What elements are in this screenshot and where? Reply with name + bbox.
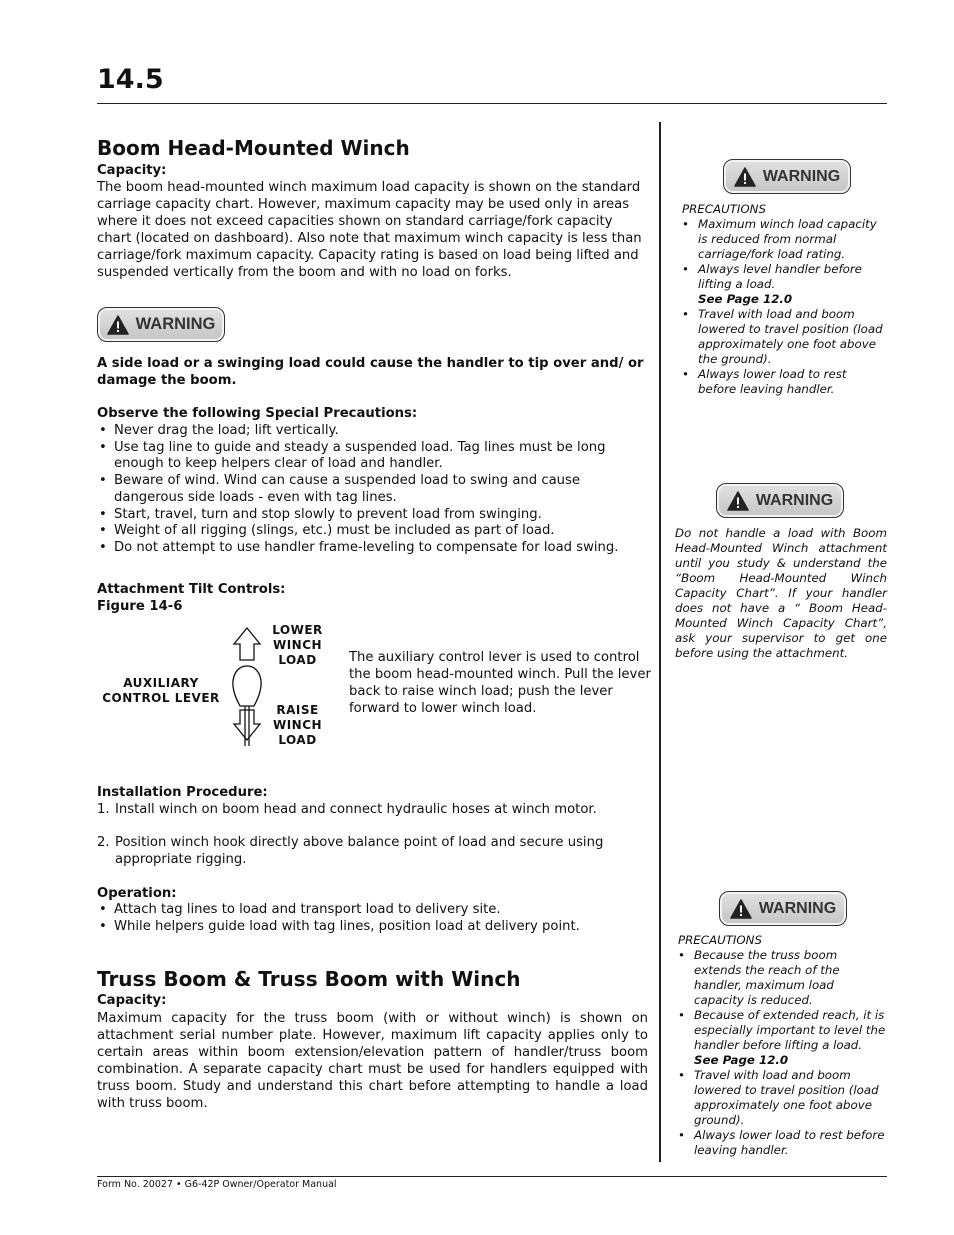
auxiliary-control-lever-label: AUXILIARY CONTROL LEVER xyxy=(102,676,220,705)
see-page-reference: See Page 12.0 xyxy=(694,1053,789,1067)
list-item: • Travel with load and boom lowered to travel position (load approximately one foot above the ground). xyxy=(682,307,887,367)
installation-steps xyxy=(97,801,645,868)
header-rule xyxy=(97,103,887,104)
column-divider xyxy=(659,122,661,1162)
list-item: • Maximum winch load capacity is reduced from normal carriage/fork load rating. xyxy=(682,217,887,262)
truss-capacity-heading: Capacity: xyxy=(97,993,167,1008)
list-item: • Weight of all rigging (slings, etc.) must be included as part of load. xyxy=(97,523,645,540)
warning-label: WARNING xyxy=(758,899,837,917)
sidebar-warning-badge-1 xyxy=(723,159,851,194)
figure-label: Figure 14-6 xyxy=(97,599,183,614)
tilt-controls-heading: Attachment Tilt Controls: xyxy=(97,582,286,597)
list-item: • Travel with load and boom lowered to travel position (load approximately one foot above ground). xyxy=(678,1068,887,1128)
precautions-heading: Observe the following Special Precautions: xyxy=(97,406,418,421)
sidebar-warning-badge-3 xyxy=(719,891,847,926)
list-item: • Beware of wind. Wind can cause a suspended load to swing and cause dangerous side loads - even with tag lines. xyxy=(97,473,645,506)
capacity-text: The boom head-mounted winch maximum load capacity is shown on the standard carriage capacity chart. However, maximum capacity may be used only in areas where it does not exceed capacities shown on standard carriage/fork capacity chart (located on dashboard). Also note that maximum winch capacity is less than carriage/fork maximum capacity. Capacity rating is based on load being lifted and suspended vertically from the boom and with no load on forks. xyxy=(97,180,642,280)
footer-rule xyxy=(97,1176,887,1177)
list-item: • Always level handler before lifting a load. See Page 12.0 xyxy=(682,262,887,307)
figure-description: The auxiliary control lever is used to control the boom head-mounted winch. Pull the lever back to raise winch load; push the lever forward to lower winch load. xyxy=(349,650,651,716)
installation-heading: Installation Procedure: xyxy=(97,785,268,800)
truss-capacity-text: Maximum capacity for the truss boom (with or without winch) is shown on attachment serial number plate. However, maximum lift capacity applies only to certain areas within boom extension/elevation pattern of handler/truss boom combination. A separate capacity chart must be used for handlers equipped with truss boom. Study and understand this chart before attempting to handle a load with truss boom. xyxy=(97,1011,648,1111)
list-item: • Because of extended reach, it is especially important to level the handler before lifting a load. See Page 12.0 xyxy=(678,1008,887,1068)
list-item: • Never drag the load; lift vertically. xyxy=(97,423,645,440)
warning-triangle-icon xyxy=(107,315,129,335)
side-load-warning-text: A side load or a swinging load could cause the handler to tip over and/ or damage the boom. xyxy=(97,356,644,388)
list-item: • Start, travel, turn and stop slowly to prevent load from swinging. xyxy=(97,507,645,524)
list-item: • Always lower load to rest before leaving handler. xyxy=(682,367,887,397)
install-step: 1. Install winch on boom head and connect hydraulic hoses at winch motor. xyxy=(97,802,597,817)
lower-winch-load-label: LOWER WINCH LOAD xyxy=(272,623,323,667)
list-item: • Use tag line to guide and steady a suspended load. Tag lines must be long enough to keep helpers clear of load and handler. xyxy=(97,440,645,473)
install-step: 2. Position winch hook directly above balance point of load and secure using appropriate rigging. xyxy=(97,835,604,867)
warning-triangle-icon xyxy=(727,491,749,511)
warning-triangle-icon xyxy=(730,899,752,919)
warning-label: WARNING xyxy=(762,167,841,185)
list-item: • Because the truss boom extends the reach of the handler, maximum load capacity is reduced. xyxy=(678,948,887,1008)
warning-label: WARNING xyxy=(755,491,834,509)
see-page-reference: See Page 12.0 xyxy=(698,292,793,306)
list-item: • Attach tag lines to load and transport load to delivery site. xyxy=(97,902,645,919)
lever-knob-icon xyxy=(233,666,261,706)
raise-winch-load-label: RAISE WINCH LOAD xyxy=(272,703,323,747)
precautions-list xyxy=(97,423,645,557)
precautions-label: PRECAUTIONS xyxy=(682,202,766,216)
sidebar-warning-badge-2 xyxy=(716,483,844,518)
warning-badge xyxy=(97,307,225,342)
operation-heading: Operation: xyxy=(97,886,177,901)
precautions-label: PRECAUTIONS xyxy=(678,933,762,947)
up-arrow-icon xyxy=(234,628,260,660)
warning-triangle-icon xyxy=(734,167,756,187)
list-item: • While helpers guide load with tag lines, position load at delivery point. xyxy=(97,919,645,936)
down-arrow-icon xyxy=(234,710,260,740)
sidebar-warning-2-text: Do not handle a load with Boom Head-Mounted Winch attachment until you study & understand the “Boom Head-Mounted Winch Capacity Chart”. If your handler does not have a “ Boom Head-Mounted Winch Capacity Chart”, ask your supervisor to get one before using the attachment. xyxy=(675,526,887,660)
list-item: • Do not attempt to use handler frame-leveling to compensate for load swing. xyxy=(97,540,645,557)
capacity-heading: Capacity: xyxy=(97,163,167,178)
operation-list xyxy=(97,902,645,935)
truss-boom-title: Truss Boom & Truss Boom with Winch xyxy=(97,967,521,991)
control-lever-diagram xyxy=(226,626,270,746)
footer-text: Form No. 20027 • G6-42P Owner/Operator Manual xyxy=(97,1179,337,1190)
warning-label: WARNING xyxy=(135,315,216,333)
boom-winch-title: Boom Head-Mounted Winch xyxy=(97,136,410,160)
sidebar-warning-1-text xyxy=(682,202,887,397)
sidebar-warning-3-text xyxy=(678,933,887,1158)
section-number: 14.5 xyxy=(97,64,164,95)
list-item: • Always lower load to rest before leaving handler. xyxy=(678,1128,887,1158)
